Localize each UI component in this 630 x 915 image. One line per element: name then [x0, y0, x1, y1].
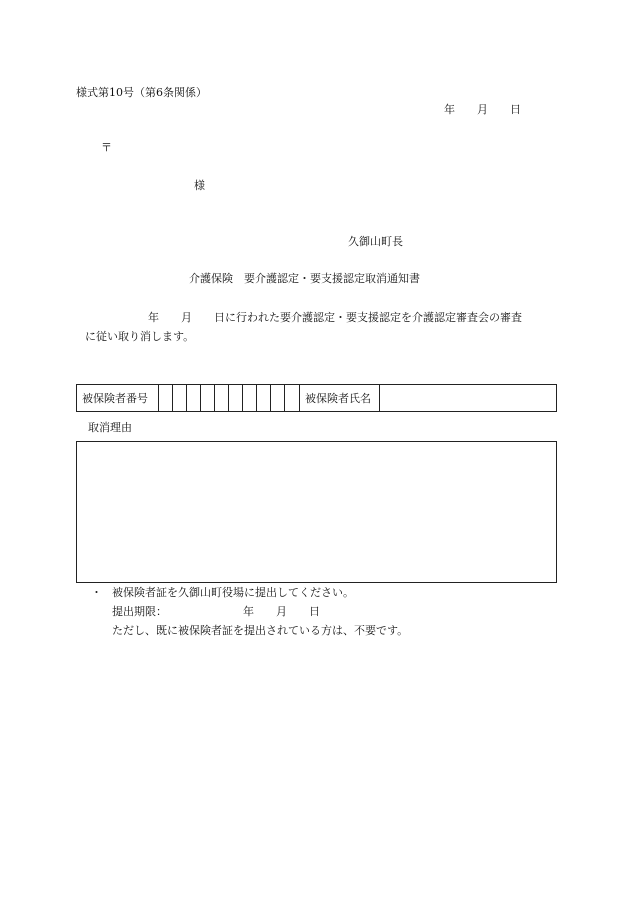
cancellation-reason-label: 取消理由: [88, 421, 132, 434]
postal-mark: 〒: [101, 141, 112, 154]
insured-name-label: 被保険者氏名: [300, 385, 380, 412]
insured-number-digit-box[interactable]: [159, 385, 173, 412]
insured-number-digit-box[interactable]: [201, 385, 215, 412]
deadline-date-line: 年 月 日: [243, 605, 320, 618]
insured-number-digit-box[interactable]: [285, 385, 300, 412]
addressee-suffix: 様: [194, 179, 205, 192]
form-number: 様式第10号（第6条関係）: [76, 86, 207, 99]
issue-date-line: 年 月 日: [444, 103, 521, 116]
insured-number-digit-box[interactable]: [229, 385, 243, 412]
issuer-name: 久御山町長: [348, 235, 403, 248]
note-submit-certificate: 被保険者証を久御山町役場に提出してください。: [112, 586, 354, 599]
insured-number-digit-box[interactable]: [215, 385, 229, 412]
insured-number-digit-box[interactable]: [173, 385, 187, 412]
insured-number-digit-box[interactable]: [187, 385, 201, 412]
insured-number-digit-box[interactable]: [271, 385, 285, 412]
insured-info-table: [76, 384, 557, 412]
note-bullet: ・: [91, 586, 102, 599]
insured-number-digit-box[interactable]: [243, 385, 257, 412]
insured-number-digit-box[interactable]: [257, 385, 271, 412]
document-title: 介護保険 要介護認定・要支援認定取消通知書: [189, 272, 420, 285]
insured-number-label: 被保険者番号: [77, 385, 159, 412]
body-line-1: 年 月 日に行われた要介護認定・要支援認定を介護認定審査会の審査: [148, 311, 522, 324]
body-line-2: に従い取り消します。: [85, 330, 195, 343]
deadline-label: 提出期限：: [112, 605, 167, 618]
insured-name-field[interactable]: [380, 385, 557, 412]
note-already-submitted: ただし、既に被保険者証を提出されている方は、不要です。: [112, 624, 409, 637]
cancellation-reason-box[interactable]: [76, 441, 557, 583]
